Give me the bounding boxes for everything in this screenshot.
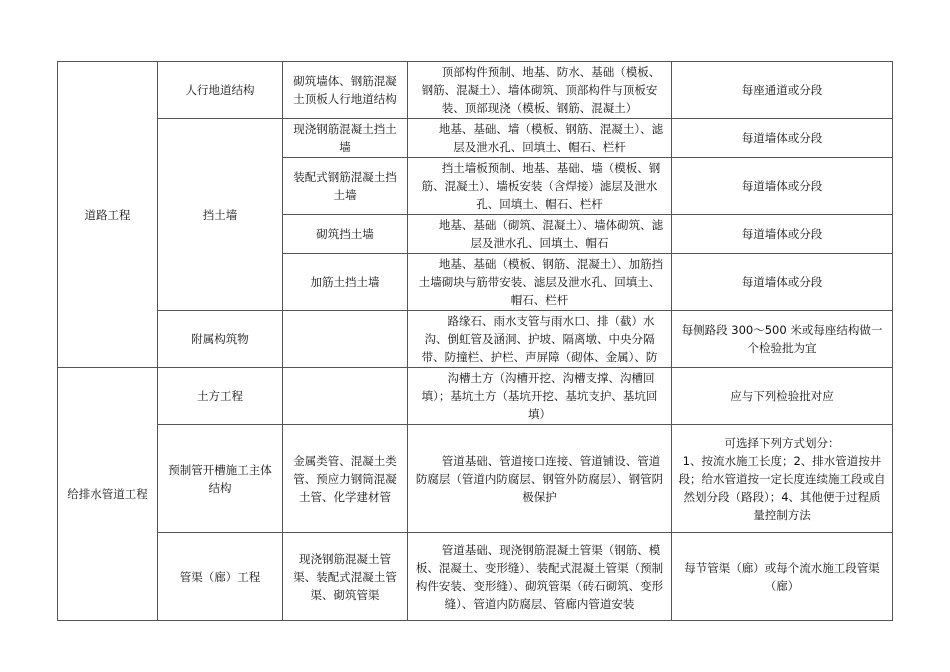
table-row bbox=[58, 62, 893, 119]
lot-division: 应与下列检验批对应 bbox=[672, 368, 893, 425]
subdivision-name: 预制管开槽施工主体结构 bbox=[158, 425, 283, 533]
lot-division: 每道墙体或分段 bbox=[672, 119, 893, 158]
item-description: 地基、基础、墙（模板、钢筋、混凝土）、滤层及泄水孔、回填土、帽石、栏杆 bbox=[408, 119, 672, 158]
item-description: 顶部构件预制、地基、防水、基础（模板、钢筋、混凝土）、墙体砌筑、顶部构件与顶板安装、顶部现浇（模板、钢筋、混凝土） bbox=[408, 62, 672, 119]
structure-type: 砌筑墙体、钢筋混凝土顶板人行地道结构 bbox=[283, 62, 408, 119]
item-description: 路缘石、雨水支管与雨水口、排（截）水沟、倒虹管及涵洞、护坡、隔离墩、中央分隔带、防撞栏、护栏、声屏障（砌体、金属）、防 bbox=[408, 311, 672, 368]
item-description: 地基、基础（模板、钢筋、混凝土）、加筋挡土墙砌块与筋带安装、滤层及泄水孔、回填土、帽石、栏杆 bbox=[408, 254, 672, 311]
table-row bbox=[58, 533, 893, 621]
structure-type: 加筋土挡土墙 bbox=[283, 254, 408, 311]
structure-type: 砌筑挡土墙 bbox=[283, 215, 408, 254]
lot-division: 每道墙体或分段 bbox=[672, 158, 893, 215]
table-row bbox=[58, 425, 893, 533]
lot-division: 每道墙体或分段 bbox=[672, 254, 893, 311]
structure-type: 现浇钢筋混凝土管渠、装配式混凝土管渠、砌筑管渠 bbox=[283, 533, 408, 621]
subdivision-name: 附属构筑物 bbox=[158, 311, 283, 368]
group-name: 给排水管道工程 bbox=[58, 368, 158, 621]
item-description: 挡土墙板预制、地基、基础、墙（模板、钢筋、混凝土）、墙板安装（含焊接）滤层及泄水孔、回填土、帽石、栏杆 bbox=[408, 158, 672, 215]
table-row bbox=[58, 119, 893, 158]
item-description: 管道基础、现浇钢筋混凝土管渠（钢筋、模板、混凝土、变形缝）、装配式混凝土管渠（预制构件安装、变形缝）、砌筑管渠（砖石砌筑、变形缝）、管道内防腐层、管廊内管道安装 bbox=[408, 533, 672, 621]
lot-division: 可选择下列方式划分： 1、按流水施工长度；2、排水管道按井段；给水管道按一定长度连续施工段或自然划分段（路段）；4、其他便于过程质量控制方法 bbox=[672, 425, 893, 533]
table-row bbox=[58, 368, 893, 425]
lot-division: 每座通道或分段 bbox=[672, 62, 893, 119]
structure-type bbox=[283, 368, 408, 425]
lot-division: 每道墙体或分段 bbox=[672, 215, 893, 254]
item-description: 管道基础、管道接口连接、管道铺设、管道防腐层（管道内防腐层、钢管外防腐层）、钢管阴极保护 bbox=[408, 425, 672, 533]
structure-type: 金属类管、混凝土类管、预应力钢筒混凝土管、化学建材管 bbox=[283, 425, 408, 533]
inspection-lot-table bbox=[57, 61, 893, 621]
structure-type: 现浇钢筋混凝土挡土墙 bbox=[283, 119, 408, 158]
subdivision-name: 土方工程 bbox=[158, 368, 283, 425]
subdivision-name: 人行地道结构 bbox=[158, 62, 283, 119]
subdivision-name: 管渠（廊）工程 bbox=[158, 533, 283, 621]
structure-type: 装配式钢筋混凝土挡土墙 bbox=[283, 158, 408, 215]
subdivision-name: 挡土墙 bbox=[158, 119, 283, 311]
table-row bbox=[58, 311, 893, 368]
item-description: 地基、基础（砌筑、混凝土）、墙体砌筑、滤层及泄水孔、回填土、帽石 bbox=[408, 215, 672, 254]
lot-division: 每侧路段 300〜500 米或每座结构做一个检验批为宜 bbox=[672, 311, 893, 368]
lot-division: 每节管渠（廊）或每个流水施工段管渠（廊） bbox=[672, 533, 893, 621]
item-description: 沟槽土方（沟槽开挖、沟槽支撑、沟槽回填）；基坑土方（基坑开挖、基坑支护、基坑回填） bbox=[408, 368, 672, 425]
group-name: 道路工程 bbox=[58, 62, 158, 368]
structure-type bbox=[283, 311, 408, 368]
